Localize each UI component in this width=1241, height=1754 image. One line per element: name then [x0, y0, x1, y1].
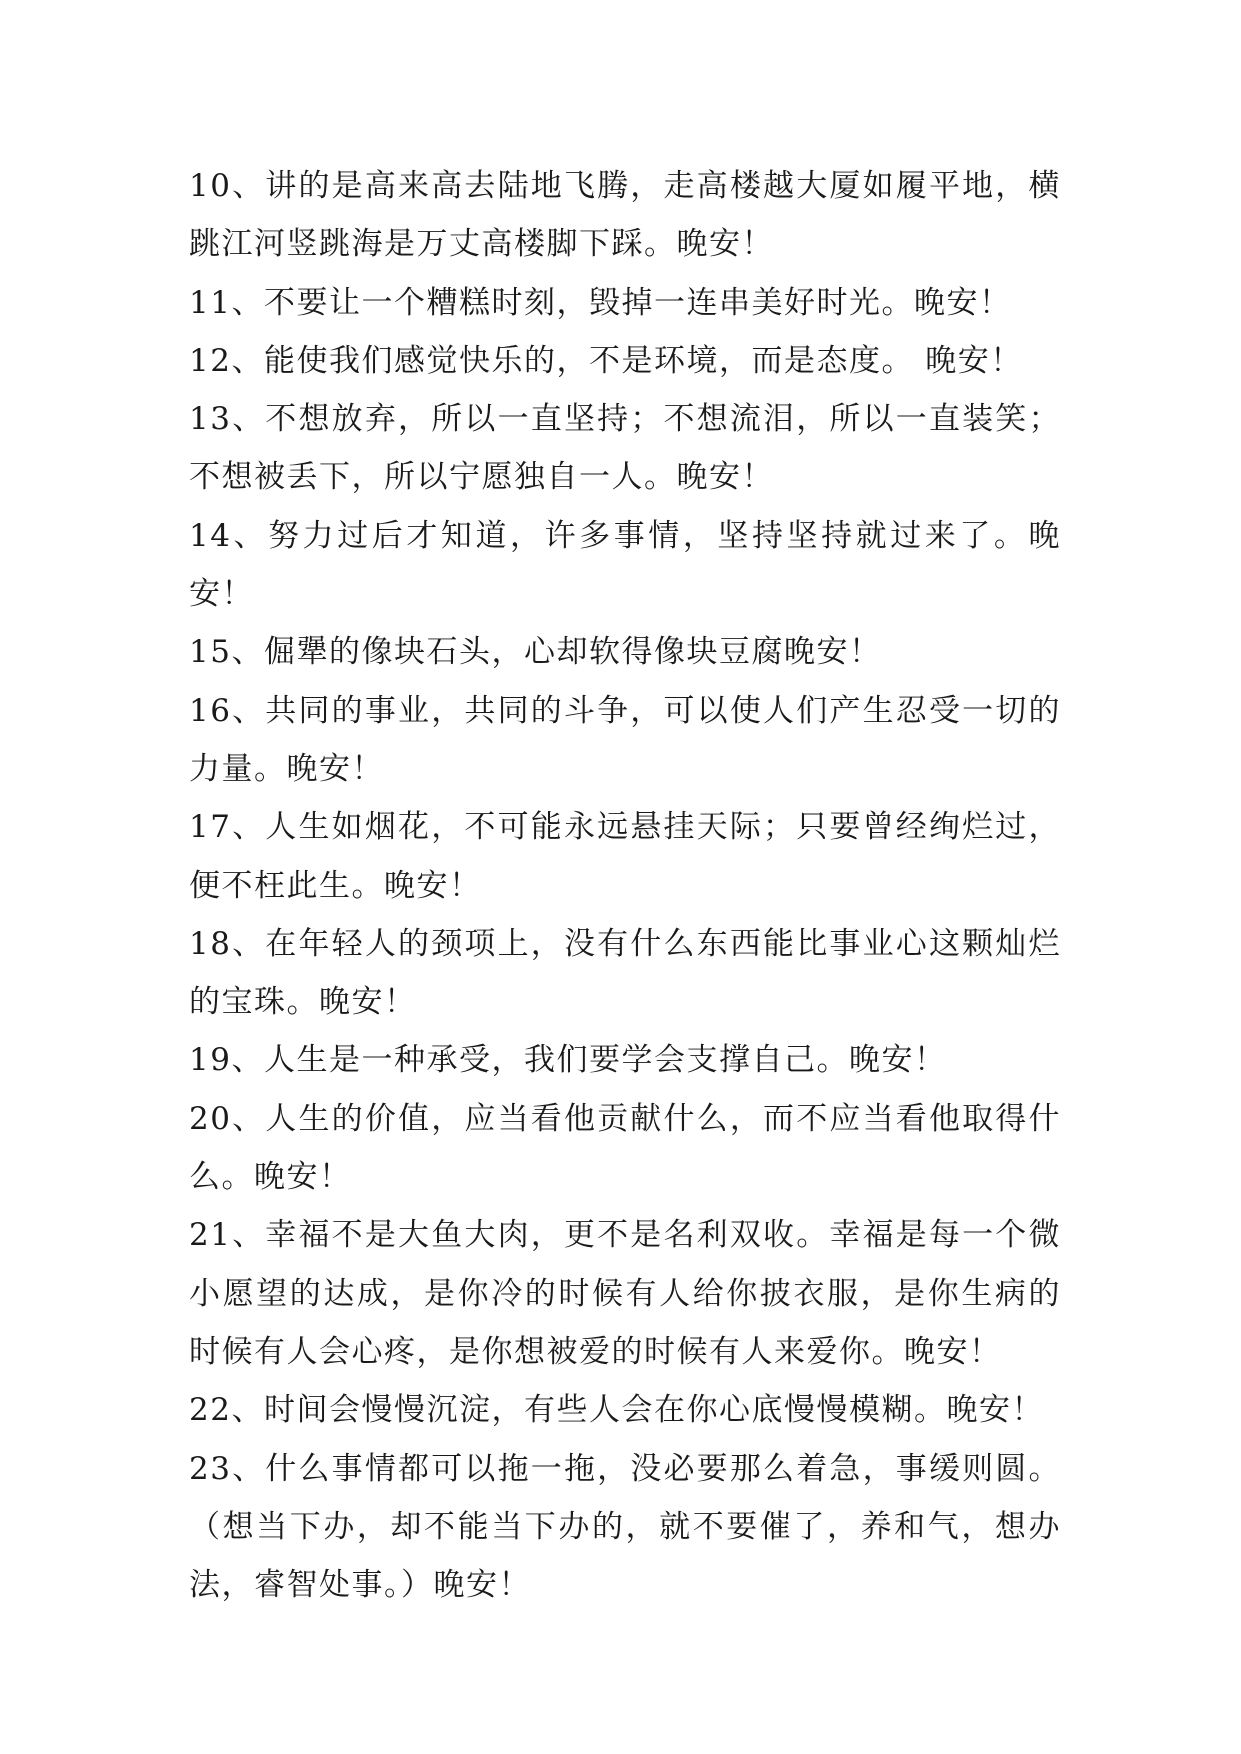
list-item: 21、幸福不是大鱼大肉，更不是名利双收。幸福是每一个微小愿望的达成，是你冷的时候有人给你披衣服，是你生病的时候有人会心疼，是你想被爱的时候有人来爱你。晚安！: [189, 1217, 1061, 1370]
list-item: 18、在年轻人的颈项上，没有什么东西能比事业心这颗灿烂的宝珠。晚安！: [189, 925, 1061, 1021]
list-item: 10、讲的是高来高去陆地飞腾，走高楼越大厦如履平地，横跳江河竖跳海是万丈高楼脚下踩。晚安！: [189, 168, 1061, 263]
list-item: 14、努力过后才知道，许多事情，坚持坚持就过来了。晚安！: [189, 517, 1061, 613]
list-item: 13、不想放弃，所以一直坚持；不想流泪，所以一直装笑；不想被丢下，所以宁愿独自一人。晚安！: [189, 401, 1061, 496]
list-item: 19、人生是一种承受，我们要学会支撑自己。晚安！: [189, 1042, 947, 1079]
list-item: 12、能使我们感觉快乐的，不是环境，而是态度。 晚安！: [189, 342, 1023, 379]
list-item: 11、不要让一个糟糕时刻，毁掉一连串美好时光。晚安！: [189, 284, 1012, 321]
list-item: 22、时间会慢慢沉淀，有些人会在你心底慢慢模糊。晚安！: [189, 1392, 1044, 1429]
quote-list: [189, 157, 1061, 1614]
list-item: 16、共同的事业，共同的斗争，可以使人们产生忍受一切的力量。晚安！: [189, 692, 1061, 787]
list-item: 20、人生的价值，应当看他贡献什么，而不应当看他取得什么。晚安！: [189, 1100, 1061, 1196]
list-item: 23、什么事情都可以拖一拖，没必要那么着急，事缓则圆。（想当下办，却不能当下办的，就不要催了，养和气，想办法，睿智处事。）晚安！: [189, 1450, 1061, 1604]
list-item: 17、人生如烟花，不可能永远悬挂天际；只要曾经绚烂过，便不枉此生。晚安！: [189, 809, 1061, 904]
list-item: 15、倔犟的像块石头，心却软得像块豆腐晚安！: [189, 634, 882, 671]
